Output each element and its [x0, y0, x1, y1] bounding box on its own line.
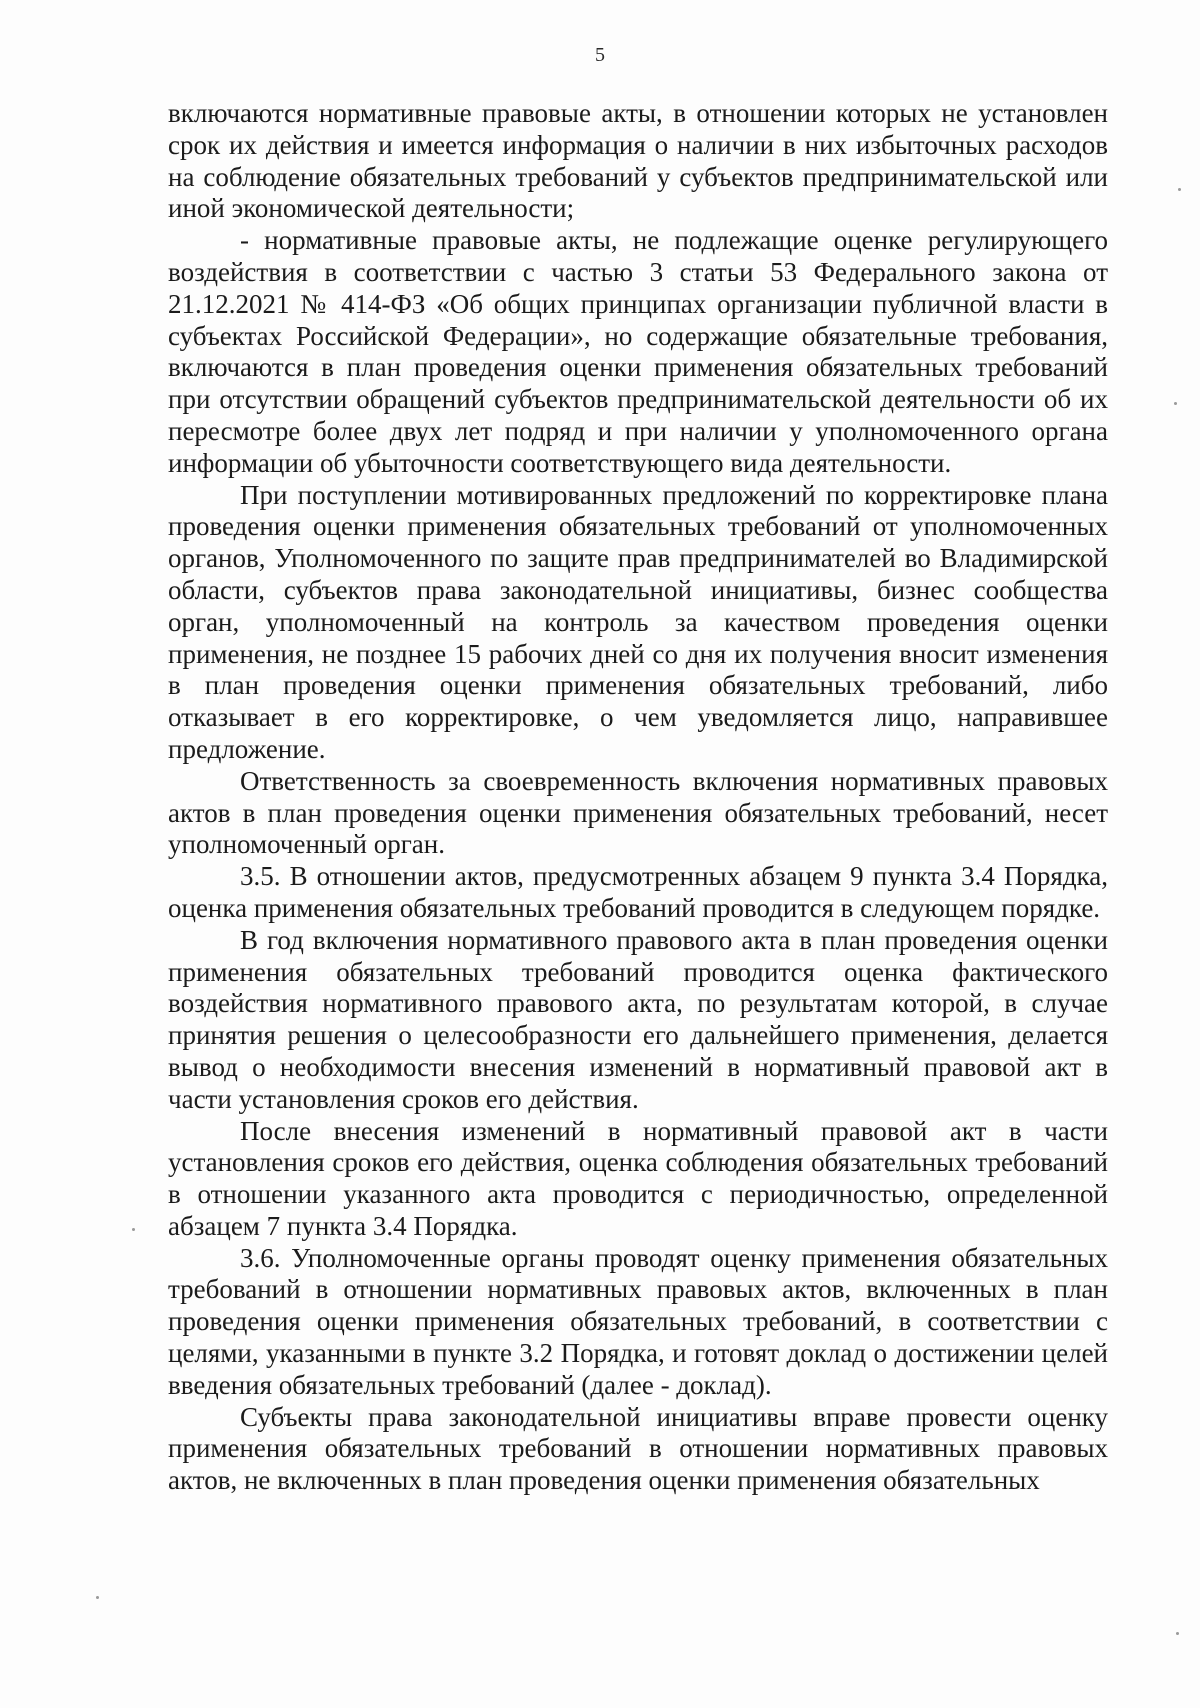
paragraph: - нормативные правовые акты, не подлежащие оценке регулирующего воздействия в соответствии с частью 3 статьи 53 Федерального закона от 21.12.2021 № 414-ФЗ «Об общих принципах организации публичной власти в субъектах Российской Федерации», но содержащие обязательные требования, включаются в план проведения оценки применения обязательных требований при отсутствии обращений субъектов предпринимательской деятельности об их пересмотре более двух лет подряд и при наличии у уполномоченного органа информации об убыточности соответствующего вида деятельности. [168, 225, 1108, 478]
scan-speck [1178, 188, 1181, 191]
scan-speck [1174, 402, 1177, 405]
paragraph: Ответственность за своевременность включения нормативных правовых актов в план проведения оценки применения обязательных требований, несет уполномоченный орган. [168, 765, 1108, 860]
paragraph: В год включения нормативного правового акта в план проведения оценки применения обязательных требований проводится оценка фактического воздействия нормативного правового акта, по результатам которой, в случае принятия решения о целесообразности его дальнейшего применения, делается вывод о необходимости внесения изменений в нормативный правовой акт в части установления сроков его действия. [168, 924, 1108, 1114]
scan-speck [1176, 1632, 1179, 1635]
scan-speck [132, 1228, 135, 1231]
paragraph: 3.6. Уполномоченные органы проводят оценку применения обязательных требований в отношении нормативных правовых актов, включенных в план проведения оценки применения обязательных требований, в соответствии с целями, указанными в пункте 3.2 Порядка, и готовят доклад о достижении целей введения обязательных требований (далее - доклад). [168, 1242, 1108, 1400]
paragraph: Субъекты права законодательной инициативы вправе провести оценку применения обязательных требований в отношении нормативных правовых актов, не включенных в план проведения оценки применения обязательных [168, 1401, 1108, 1496]
paragraph: включаются нормативные правовые акты, в отношении которых не установлен срок их действия и имеется информация о наличии в них избыточных расходов на соблюдение обязательных требований у субъектов предпринимательской или иной экономической деятельности; [168, 98, 1108, 224]
document-body [168, 98, 1108, 1497]
page-number: 5 [595, 44, 605, 66]
paragraph: После внесения изменений в нормативный правовой акт в части установления сроков его действия, оценка соблюдения обязательных требований в отношении указанного акта проводится с периодичностью, определенной абзацем 7 пункта 3.4 Порядка. [168, 1115, 1108, 1241]
scan-speck [96, 1596, 99, 1599]
paragraph: 3.5. В отношении актов, предусмотренных абзацем 9 пункта 3.4 Порядка, оценка применения обязательных требований проводится в следующем порядке. [168, 861, 1108, 923]
paragraph: При поступлении мотивированных предложений по корректировке плана проведения оценки применения обязательных требований от уполномоченных органов, Уполномоченного по защите прав предпринимателей во Владимирской области, субъектов права законодательной инициативы, бизнес сообщества орган, уполномоченный на контроль за качеством проведения оценки применения, не позднее 15 рабочих дней со дня их получения вносит изменения в план проведения оценки применения обязательных требований, либо отказывает в его корректировке, о чем уведомляется лицо, направившее предложение. [168, 479, 1108, 764]
